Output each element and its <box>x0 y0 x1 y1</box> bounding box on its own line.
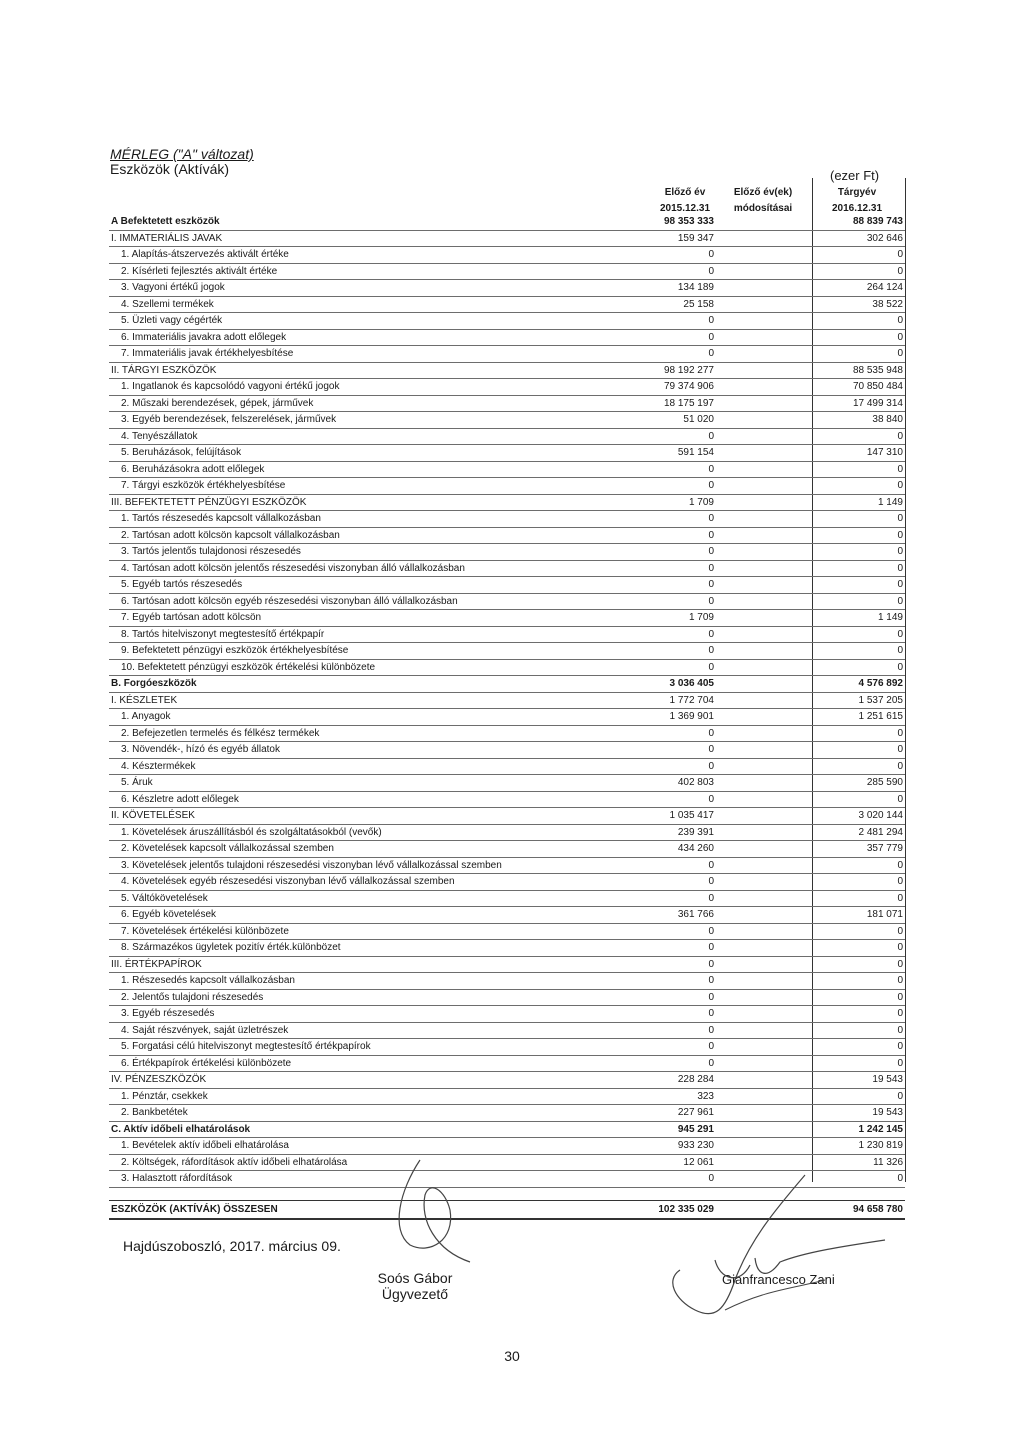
table-row <box>109 429 905 446</box>
row-label: 3. Vagyoni értékű jogok <box>121 282 225 293</box>
row-current-year-value: 302 646 <box>866 232 903 244</box>
table-row <box>109 874 905 891</box>
row-prev-year-value: 0 <box>708 595 714 607</box>
table-row <box>109 792 905 809</box>
row-label: 8. Származékos ügyletek pozitív érték.különbözet <box>121 942 341 953</box>
table-row <box>109 577 905 594</box>
signature-2-drawing <box>655 1170 895 1340</box>
place-date: Hajdúszoboszló, 2017. március 09. <box>123 1238 341 1254</box>
row-prev-year-value: 945 291 <box>677 1123 714 1135</box>
row-label: 3. Egyéb részesedés <box>121 1008 215 1019</box>
row-label: 6. Készletre adott előlegek <box>121 793 239 805</box>
row-current-year-value: 0 <box>897 480 903 491</box>
row-current-year-value: 1 230 819 <box>858 1140 903 1151</box>
row-label: 2. Befejezetlen termelés és félkész termékek <box>121 727 320 739</box>
row-label: 4. Tartósan adott kölcsön jelentős részesedési viszonyban álló vállalkozásban <box>121 562 465 574</box>
balance-sheet-table <box>109 214 905 1220</box>
page-number: 30 <box>504 1348 520 1364</box>
signature-1-drawing <box>380 1150 490 1270</box>
row-prev-year-value: 434 260 <box>677 843 714 854</box>
table-row <box>109 660 905 677</box>
unit-label: (ezer Ft) <box>830 168 880 183</box>
row-label: III. BEFEKTETETT PÉNZÜGYI ESZKÖZÖK <box>111 496 307 508</box>
row-current-year-value: 357 779 <box>866 843 903 854</box>
row-label: 9. Befektetett pénzügyi eszközök értékhelyesbítése <box>121 645 349 656</box>
row-current-year-value: 0 <box>897 595 903 607</box>
row-prev-year-value: 0 <box>708 859 714 871</box>
row-label: 7. Tárgyi eszközök értékhelyesbítése <box>121 480 286 491</box>
row-label: 1. Tartós részesedés kapcsolt vállalkozásban <box>121 513 321 524</box>
table-row <box>109 1155 905 1172</box>
table-row <box>109 511 905 528</box>
row-current-year-value: 0 <box>897 529 903 541</box>
table-row <box>109 594 905 611</box>
table-row <box>109 709 905 726</box>
col-modifications-label-2: módosításai <box>733 203 793 214</box>
row-prev-year-value: 0 <box>708 562 714 574</box>
row-label: ESZKÖZÖK (AKTÍVÁK) ÖSSZESEN <box>111 1203 278 1215</box>
table-row <box>109 445 905 462</box>
table-row <box>109 247 905 264</box>
row-prev-year-value: 0 <box>708 529 714 541</box>
table-row <box>109 726 905 743</box>
row-label: 4. Tenyészállatok <box>121 430 198 442</box>
row-label: 1. Pénztár, csekkek <box>121 1090 208 1102</box>
row-current-year-value: 0 <box>897 744 903 755</box>
row-current-year-value: 2 481 294 <box>858 826 903 838</box>
signer-2-name: Gianfrancesco Zani <box>722 1272 835 1287</box>
row-label: 6. Immateriális javakra adott előlegek <box>121 331 287 343</box>
row-label: 6. Egyéb követelések <box>121 909 217 920</box>
table-row <box>109 957 905 974</box>
row-current-year-value: 0 <box>897 760 903 772</box>
table-row <box>109 363 905 380</box>
row-current-year-value: 1 537 205 <box>858 694 903 706</box>
row-label: 2. Költségek, ráfordítások aktív időbeli elhatárolása <box>121 1156 348 1168</box>
row-prev-year-value: 1 035 417 <box>669 810 714 821</box>
row-prev-year-value: 0 <box>708 331 714 343</box>
row-label: C. Aktív időbeli elhatárolások <box>111 1123 251 1135</box>
row-prev-year-value: 98 192 277 <box>663 364 714 376</box>
row-prev-year-value: 0 <box>708 249 714 260</box>
table-row <box>109 610 905 627</box>
row-current-year-value: 0 <box>897 876 903 887</box>
row-prev-year-value: 0 <box>708 744 714 755</box>
row-prev-year-value: 1 369 901 <box>669 711 714 722</box>
table-row <box>109 759 905 776</box>
row-current-year-value: 147 310 <box>866 447 903 458</box>
row-current-year-value: 0 <box>897 1041 903 1052</box>
table-row <box>109 907 905 924</box>
row-current-year-value: 0 <box>897 562 903 574</box>
row-label: 4. Késztermékek <box>121 760 196 772</box>
row-label: I. IMMATERIÁLIS JAVAK <box>111 232 223 244</box>
table-row <box>109 693 905 710</box>
col-modifications-label: Előző év(ek) <box>733 187 793 198</box>
row-current-year-value: 0 <box>897 1024 903 1036</box>
row-current-year-value: 0 <box>897 513 903 524</box>
row-prev-year-value: 0 <box>708 661 714 673</box>
table-row <box>109 313 905 330</box>
row-prev-year-value: 0 <box>708 727 714 739</box>
table-row <box>109 940 905 957</box>
row-current-year-value: 0 <box>897 727 903 739</box>
table-row <box>109 561 905 578</box>
row-current-year-value: 0 <box>897 958 903 970</box>
row-current-year-value: 38 522 <box>872 298 903 310</box>
row-label: 5. Áruk <box>121 777 153 788</box>
row-current-year-value: 17 499 314 <box>852 397 903 409</box>
row-label: 4. Saját részvények, saját üzletrészek <box>121 1024 289 1036</box>
row-prev-year-value: 79 374 906 <box>663 381 714 392</box>
row-label: 4. Követelések egyéb részesedési viszonyban lévő vállalkozással szemben <box>121 876 455 887</box>
row-prev-year-value: 0 <box>708 760 714 772</box>
row-prev-year-value: 0 <box>708 1173 714 1184</box>
row-current-year-value: 0 <box>897 645 903 656</box>
row-prev-year-value: 0 <box>708 958 714 970</box>
signer-1 <box>350 1270 480 1302</box>
row-prev-year-value: 0 <box>708 975 714 986</box>
table-row <box>109 495 905 512</box>
row-current-year-value: 0 <box>897 925 903 937</box>
table-row <box>109 1089 905 1106</box>
row-label: 6. Tartósan adott kölcsön egyéb részesedési viszonyban álló vállalkozásban <box>121 595 458 607</box>
row-label: 1. Anyagok <box>121 711 171 722</box>
row-prev-year-value: 18 175 197 <box>663 397 714 409</box>
table-row <box>109 544 905 561</box>
table-row <box>109 990 905 1007</box>
row-prev-year-value: 0 <box>708 892 714 904</box>
table-row <box>109 346 905 363</box>
row-prev-year-value: 0 <box>708 430 714 442</box>
table-row <box>109 808 905 825</box>
row-label: 6. Értékpapírok értékelési különbözete <box>121 1057 292 1069</box>
row-current-year-value: 19 543 <box>872 1107 903 1118</box>
col-prev-year-label: Előző év <box>664 187 706 198</box>
row-current-year-value: 0 <box>897 1090 903 1102</box>
table-row <box>109 379 905 396</box>
table-row <box>109 858 905 875</box>
report-title: MÉRLEG ("A" változat) <box>110 146 254 162</box>
row-label: 2. Jelentős tulajdoni részesedés <box>121 991 264 1003</box>
row-prev-year-value: 0 <box>708 628 714 640</box>
row-prev-year-value: 0 <box>708 1024 714 1036</box>
row-label: I. KÉSZLETEK <box>111 694 178 706</box>
table-row <box>109 1138 905 1155</box>
table-row <box>109 297 905 314</box>
table-row <box>109 1039 905 1056</box>
row-current-year-value: 0 <box>897 1057 903 1069</box>
report-subtitle: Eszközök (Aktívák) <box>110 161 230 177</box>
table-row <box>109 478 905 495</box>
row-label: 5. Beruházások, felújítások <box>121 447 242 458</box>
row-prev-year-value: 0 <box>708 1041 714 1052</box>
table-row <box>109 528 905 545</box>
row-prev-year-value: 0 <box>708 793 714 805</box>
row-current-year-value: 88 839 743 <box>852 216 903 227</box>
table-row <box>109 924 905 941</box>
row-prev-year-value: 0 <box>708 315 714 326</box>
row-label: 8. Tartós hitelviszonyt megtestesítő értékpapír <box>121 628 325 640</box>
row-label: 2. Követelések kapcsolt vállalkozással szemben <box>121 843 334 854</box>
row-label: 10. Befektetett pénzügyi eszközök értékelési különbözete <box>121 661 376 673</box>
row-prev-year-value: 102 335 029 <box>658 1203 714 1215</box>
row-current-year-value: 0 <box>897 315 903 326</box>
row-current-year-value: 0 <box>897 249 903 260</box>
row-current-year-value: 94 658 780 <box>852 1203 903 1215</box>
row-label: 5. Egyéb tartós részesedés <box>121 579 243 590</box>
row-prev-year-value: 0 <box>708 546 714 557</box>
row-prev-year-value: 0 <box>708 579 714 590</box>
row-label: 1. Követelések áruszállításból és szolgáltatásokból (vevők) <box>121 826 382 838</box>
table-row <box>109 1072 905 1089</box>
row-current-year-value: 285 590 <box>866 777 903 788</box>
row-label: 2. Műszaki berendezések, gépek, járművek <box>121 397 314 409</box>
table-row <box>109 462 905 479</box>
row-prev-year-value: 0 <box>708 925 714 937</box>
row-prev-year-value: 0 <box>708 480 714 491</box>
table-row <box>109 330 905 347</box>
row-label: 1. Ingatlanok és kapcsolódó vagyoni értékű jogok <box>121 381 340 392</box>
row-prev-year-value: 239 391 <box>677 826 714 838</box>
row-label: 7. Követelések értékelési különbözete <box>121 925 289 937</box>
row-current-year-value: 1 242 145 <box>858 1123 903 1135</box>
row-current-year-value: 1 251 615 <box>858 711 903 722</box>
row-prev-year-value: 591 154 <box>677 447 714 458</box>
row-prev-year-value: 402 803 <box>677 777 714 788</box>
row-label: 1. Alapítás-átszervezés aktivált értéke <box>121 249 289 260</box>
row-prev-year-value: 51 020 <box>683 414 714 425</box>
row-prev-year-value: 361 766 <box>677 909 714 920</box>
row-prev-year-value: 1 709 <box>688 612 714 623</box>
row-label: 4. Szellemi termékek <box>121 298 214 310</box>
table-row <box>109 1006 905 1023</box>
row-current-year-value: 0 <box>897 546 903 557</box>
row-label: III. ÉRTÉKPAPÍROK <box>111 958 202 970</box>
row-label: 7. Immateriális javak értékhelyesbítése <box>121 348 294 359</box>
row-prev-year-value: 0 <box>708 876 714 887</box>
row-prev-year-value: 0 <box>708 348 714 359</box>
table-row <box>109 841 905 858</box>
row-label: 5. Váltókövetelések <box>121 892 208 904</box>
table-row <box>109 825 905 842</box>
row-current-year-value: 0 <box>897 1008 903 1019</box>
row-prev-year-value: 0 <box>708 265 714 277</box>
col-current-year-label: Tárgyév <box>837 187 877 198</box>
row-prev-year-value: 0 <box>708 513 714 524</box>
table-row <box>109 280 905 297</box>
signer-1-title: Ügyvezető <box>381 1286 449 1302</box>
table-row <box>109 264 905 281</box>
row-prev-year-value: 0 <box>708 991 714 1003</box>
row-label: B. Forgóeszközök <box>111 678 197 689</box>
row-current-year-value: 3 020 144 <box>858 810 903 821</box>
row-label: 2. Kísérleti fejlesztés aktivált értéke <box>121 265 278 277</box>
col-prev-year-date: 2015.12.31 <box>659 203 711 214</box>
row-current-year-value: 11 326 <box>873 1156 903 1168</box>
table-row <box>109 891 905 908</box>
row-label: 1. Bevételek aktív időbeli elhatárolása <box>121 1140 289 1151</box>
row-current-year-value: 38 840 <box>872 414 903 425</box>
row-prev-year-value: 25 158 <box>683 298 714 310</box>
table-row <box>109 775 905 792</box>
row-prev-year-value: 0 <box>708 463 714 475</box>
col-current-year-date: 2016.12.31 <box>831 203 883 214</box>
table-row <box>109 214 905 231</box>
row-current-year-value: 0 <box>897 942 903 953</box>
row-prev-year-value: 0 <box>708 1057 714 1069</box>
table-row <box>109 1122 905 1139</box>
row-prev-year-value: 227 961 <box>677 1107 714 1118</box>
row-label: 3. Tartós jelentős tulajdonosi részesedés <box>121 546 301 557</box>
table-row <box>109 412 905 429</box>
table-row <box>109 1105 905 1122</box>
row-label: IV. PÉNZESZKÖZÖK <box>111 1074 207 1085</box>
table-row <box>109 973 905 990</box>
row-prev-year-value: 159 347 <box>677 232 714 244</box>
row-prev-year-value: 1 772 704 <box>669 694 714 706</box>
row-prev-year-value: 12 061 <box>683 1156 714 1168</box>
row-label: II. TÁRGYI ESZKÖZÖK <box>111 364 217 376</box>
row-current-year-value: 0 <box>897 1173 903 1184</box>
row-current-year-value: 0 <box>897 579 903 590</box>
row-label: 2. Bankbetétek <box>121 1107 188 1118</box>
row-current-year-value: 1 149 <box>877 612 903 623</box>
row-prev-year-value: 98 353 333 <box>663 216 714 227</box>
row-prev-year-value: 0 <box>708 1008 714 1019</box>
row-current-year-value: 0 <box>897 892 903 904</box>
row-label: 3. Halasztott ráfordítások <box>121 1173 233 1184</box>
table-row <box>109 643 905 660</box>
row-current-year-value: 264 124 <box>866 282 903 293</box>
row-current-year-value: 0 <box>897 859 903 871</box>
row-current-year-value: 4 576 892 <box>858 678 903 689</box>
row-prev-year-value: 134 189 <box>677 282 714 293</box>
row-label: 3. Növendék-, hízó és egyéb állatok <box>121 744 280 755</box>
row-label: 7. Egyéb tartósan adott kölcsön <box>121 612 262 623</box>
row-current-year-value: 181 071 <box>866 909 903 920</box>
row-label: 2. Tartósan adott kölcsön kapcsolt vállalkozásban <box>121 529 340 541</box>
row-current-year-value: 19 543 <box>872 1074 903 1085</box>
row-current-year-value: 0 <box>897 793 903 805</box>
row-label: 3. Egyéb berendezések, felszerelések, járművek <box>121 414 337 425</box>
row-current-year-value: 0 <box>897 430 903 442</box>
row-prev-year-value: 228 284 <box>677 1074 714 1085</box>
row-label: 1. Részesedés kapcsolt vállalkozásban <box>121 975 295 986</box>
row-current-year-value: 0 <box>897 331 903 343</box>
table-row <box>109 396 905 413</box>
row-current-year-value: 0 <box>897 975 903 986</box>
row-current-year-value: 0 <box>897 348 903 359</box>
row-current-year-value: 0 <box>897 661 903 673</box>
table-row <box>109 1023 905 1040</box>
row-prev-year-value: 933 230 <box>677 1140 714 1151</box>
signer-1-name: Soós Gábor <box>377 1270 453 1286</box>
row-current-year-value: 1 149 <box>877 496 903 508</box>
row-prev-year-value: 1 709 <box>688 496 714 508</box>
table-row <box>109 676 905 693</box>
row-label: 3. Követelések jelentős tulajdoni részesedési viszonyban lévő vállalkozással szemben <box>121 859 502 871</box>
row-current-year-value: 0 <box>897 463 903 475</box>
row-current-year-value: 88 535 948 <box>852 364 903 376</box>
row-current-year-value: 0 <box>897 628 903 640</box>
row-prev-year-value: 323 <box>697 1090 714 1102</box>
table-row <box>109 1056 905 1073</box>
table-right-border <box>905 178 906 1182</box>
row-label: II. KÖVETELÉSEK <box>111 810 195 821</box>
row-prev-year-value: 3 036 405 <box>669 678 714 689</box>
row-label: 6. Beruházásokra adott előlegek <box>121 463 265 475</box>
row-current-year-value: 0 <box>897 265 903 277</box>
row-prev-year-value: 0 <box>708 645 714 656</box>
table-row <box>109 231 905 248</box>
row-label: A Befektetett eszközök <box>111 216 220 227</box>
row-prev-year-value: 0 <box>708 942 714 953</box>
row-label: 5. Forgatási célú hitelviszonyt megtestesítő értékpapírok <box>121 1041 371 1052</box>
row-current-year-value: 0 <box>897 991 903 1003</box>
row-label: 5. Üzleti vagy cégérték <box>121 315 223 326</box>
table-row <box>109 627 905 644</box>
row-current-year-value: 70 850 484 <box>852 381 903 392</box>
table-row <box>109 742 905 759</box>
